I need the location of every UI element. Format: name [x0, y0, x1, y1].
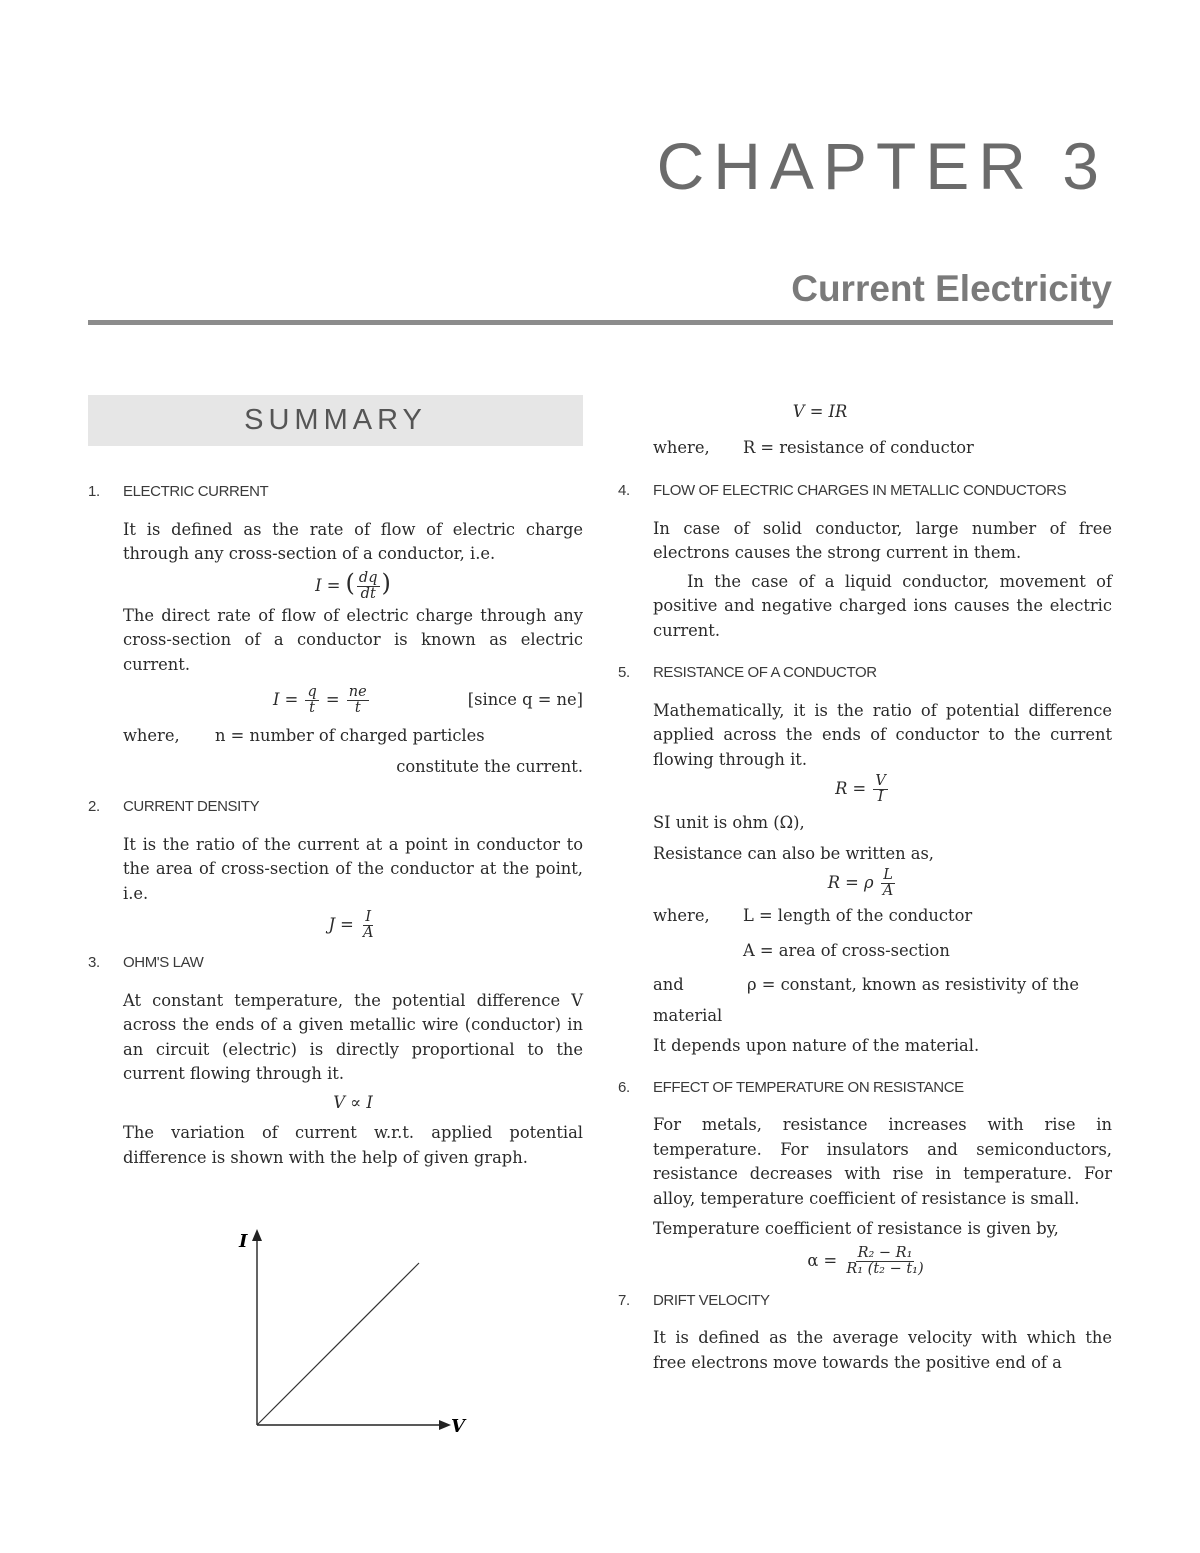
paragraph: For metals, resistance increases with rise in temperature. For insulators and semiconductors, resistance decreases with rise in temperature. For alloy, temperature coefficient of resistance is small.: [653, 1115, 1112, 1208]
definition-continued: constitute the current.: [396, 756, 583, 776]
definition: R = resistance of conductor: [743, 437, 974, 457]
paragraph: The direct rate of flow of electric charge through any cross-section of a conductor is known as electric current.: [123, 605, 583, 674]
equation-lhs: R = ρ: [827, 873, 874, 892]
section-title: RESISTANCE OF A CONDUCTOR: [653, 664, 877, 681]
paragraph: In case of solid conductor, large number of free electrons causes the strong current in them.: [653, 518, 1112, 562]
equation-current: I = ( $\frac{dq}{dt}$ ): [315, 568, 391, 602]
where-label: where,: [653, 906, 710, 925]
fraction-denominator: dt: [360, 585, 376, 602]
definition: n = number of charged particles: [215, 726, 485, 745]
x-axis-arrow: [439, 1420, 451, 1430]
definition: A = area of cross-section: [743, 940, 950, 960]
definition: ρ = constant, known as resistivity of the: [747, 975, 1080, 994]
si-unit: SI unit is ohm (Ω),: [653, 813, 805, 832]
equation-note: [since q = ne]: [467, 690, 583, 709]
fraction-numerator: q: [307, 684, 317, 700]
equation-resistance: [653, 774, 1112, 805]
equation-lhs: α =: [807, 1250, 838, 1270]
equation-resistivity: [653, 868, 1112, 899]
section-number: 2.: [88, 798, 100, 815]
section-heading: [618, 479, 1112, 504]
summary-banner: SUMMARY: [88, 395, 583, 446]
x-axis-label: V: [451, 1416, 465, 1437]
fraction-denominator: R₁ (t₂ − t₁): [846, 1260, 924, 1277]
chapter-title: Current Electricity: [791, 268, 1112, 309]
paragraph: The variation of current w.r.t. applied potential difference is shown with the help of given graph.: [123, 1123, 583, 1167]
section-number: 6.: [618, 1078, 630, 1096]
where-label: where,: [653, 437, 710, 457]
section-heading: [88, 951, 583, 976]
right-column: [618, 400, 1112, 1375]
section-title: FLOW OF ELECTRIC CHARGES IN METALLIC CONDUCTORS: [653, 482, 1067, 499]
fraction-denominator: A: [882, 883, 894, 899]
section-number: 5.: [618, 664, 630, 681]
equation-proportional: V ∝ I: [333, 1092, 373, 1112]
fraction-denominator: t: [354, 700, 361, 716]
fraction-numerator: I: [365, 909, 372, 925]
section-heading: [618, 1289, 1112, 1314]
section-number: 7.: [618, 1291, 630, 1309]
paragraph: It is defined as the rate of flow of electric charge through any cross-section of a conductor, i.e.: [123, 519, 583, 563]
section-number: 4.: [618, 482, 630, 499]
equation-current-density: [123, 910, 583, 941]
fraction-numerator: ne: [348, 684, 367, 700]
section-title: DRIFT VELOCITY: [653, 1291, 770, 1309]
and-label: and: [653, 975, 684, 994]
paragraph: It is the ratio of the current at a point in conductor to the area of cross-section of the conductor at the point, i.e.: [123, 834, 583, 903]
fraction-numerator: L: [883, 867, 893, 883]
paragraph: Temperature coefficient of resistance is given by,: [653, 1219, 1059, 1238]
left-column: [88, 480, 583, 1170]
fraction-denominator: A: [363, 925, 374, 941]
paragraph: At constant temperature, the potential difference V across the ends of a given metallic wire (conductor) in an circuit (electric) is directly proportional to the current flowing through it.: [123, 990, 583, 1083]
equation-temp-coefficient: [653, 1246, 1112, 1277]
ohms-law-graph: [225, 1225, 485, 1445]
section-title: EFFECT OF TEMPERATURE ON RESISTANCE: [653, 1078, 964, 1096]
definition-continued: material: [653, 1005, 723, 1025]
section-title: ELECTRIC CURRENT: [123, 483, 269, 500]
section-title: OHM'S LAW: [123, 954, 204, 971]
fraction-numerator: V: [875, 773, 886, 789]
section-heading: [88, 795, 583, 820]
paragraph: It depends upon nature of the material.: [653, 1036, 980, 1055]
equation-lhs: I =: [273, 690, 299, 709]
fraction-denominator: I: [877, 789, 884, 805]
section-heading: [618, 1076, 1112, 1101]
fraction-numerator: R₂ − R₁: [857, 1244, 913, 1261]
fraction-numerator: dq: [358, 569, 378, 586]
y-axis-arrow: [252, 1229, 262, 1241]
paragraph: Mathematically, it is the ratio of potential difference applied across the ends of conductor to the current flowing through it.: [653, 700, 1112, 769]
y-axis-label: I: [239, 1231, 248, 1252]
equation-lhs: I =: [315, 575, 341, 595]
definition: L = length of the conductor: [743, 906, 973, 925]
chapter-number: CHAPTER 3: [656, 129, 1108, 203]
paragraph: It is defined as the average velocity with which the free electrons move towards the positive end of a: [653, 1328, 1112, 1372]
fraction-denominator: t: [309, 700, 315, 716]
paragraph: Resistance can also be written as,: [653, 843, 934, 863]
equals-sign: =: [325, 690, 340, 709]
section-number: 1.: [88, 483, 100, 500]
section-number: 3.: [88, 954, 100, 971]
section-heading: [618, 661, 1112, 686]
title-divider: [88, 320, 1113, 325]
equation-ohms-law: V = IR: [792, 402, 848, 421]
section-title: CURRENT DENSITY: [123, 798, 260, 815]
where-label: where,: [123, 726, 180, 745]
equation-lhs: J =: [328, 915, 354, 934]
equation-charge: [123, 685, 583, 716]
equation-lhs: R =: [835, 779, 867, 798]
current-voltage-line: [257, 1263, 419, 1425]
section-heading: [88, 480, 583, 505]
paragraph: In the case of a liquid conductor, movement of positive and negative charged ions causes the electric current.: [653, 571, 1112, 640]
